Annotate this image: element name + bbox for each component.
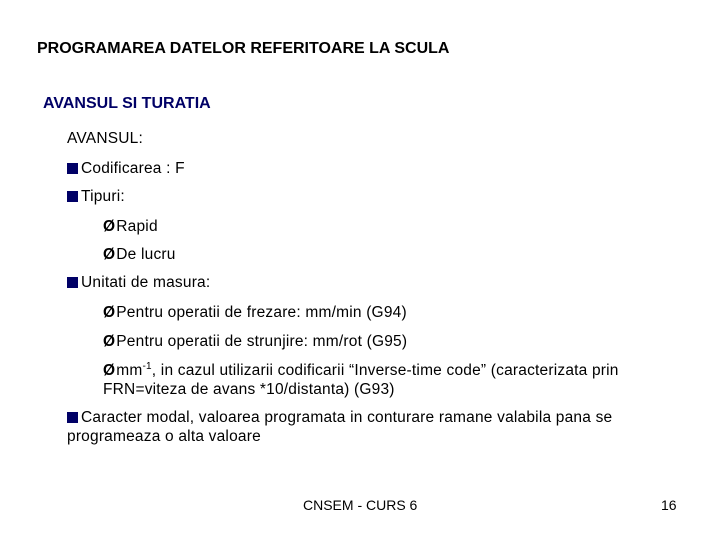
list-item-rapid: ØRapid: [103, 218, 158, 235]
square-bullet-icon: [67, 191, 78, 202]
list-item-codificarea: Codificarea : F: [67, 160, 185, 178]
arrow-bullet-icon: Ø: [103, 333, 116, 350]
list-item-tipuri: Tipuri:: [67, 188, 125, 206]
footer-course: CNSEM - CURS 6: [303, 497, 418, 513]
section-subtitle: AVANSUL SI TURATIA: [43, 95, 211, 112]
list-item-de-lucru: ØDe lucru: [103, 246, 176, 263]
caracter-modal-line2: programeaza o alta valoare: [67, 428, 261, 445]
list-item-unitati: Unitati de masura:: [67, 274, 210, 292]
list-item-strunjire: ØPentru operatii de strunjire: mm/rot (G95): [103, 333, 408, 350]
arrow-bullet-icon: Ø: [103, 304, 116, 321]
arrow-bullet-icon: Ø: [103, 362, 116, 379]
square-bullet-icon: [67, 163, 78, 174]
unit-exponent: -1: [142, 361, 152, 372]
list-item-frezare: ØPentru operatii de frezare: mm/min (G94): [103, 304, 407, 321]
list-item-caracter-modal: Caracter modal, valoarea programata in conturare ramane valabila pana se programeaza o alta valoare: [67, 409, 613, 445]
page-title: PROGRAMAREA DATELOR REFERITOARE LA SCULA: [37, 40, 450, 57]
list-item-inverse-time: Ømm$^{-1}$, in cazul utilizarii codificarii “Inverse-time code” (caracterizata prin FRN=viteza de avans *10/distanta) (G93): [103, 361, 619, 398]
arrow-bullet-icon: Ø: [103, 246, 116, 263]
inverse-time-line2: FRN=viteza de avans *10/distanta) (G93): [103, 381, 395, 398]
square-bullet-icon: [67, 412, 78, 423]
arrow-bullet-icon: Ø: [103, 218, 116, 235]
footer-page-number: 16: [661, 497, 677, 513]
avansul-heading: AVANSUL:: [67, 130, 143, 147]
square-bullet-icon: [67, 277, 78, 288]
